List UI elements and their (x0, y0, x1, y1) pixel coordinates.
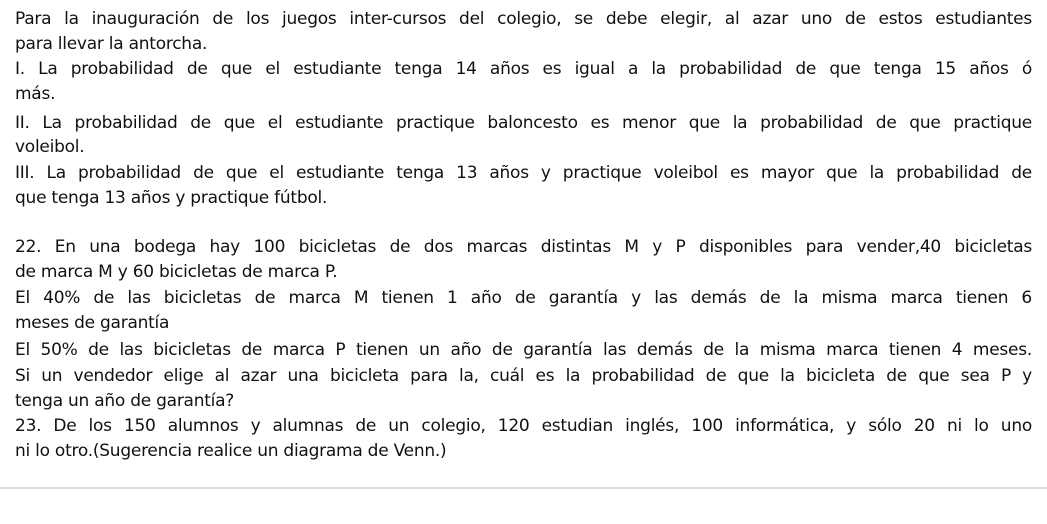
statement-ii-line-1: II. La probabilidad de que el estudiante practique baloncesto es menor que la probabilidad de que practique (15, 113, 1032, 133)
problem-22-line-6-row (15, 365, 1032, 387)
statement-i-continued (15, 83, 55, 105)
problem-22-line-1: 22. En una bodega hay 100 bicicletas de dos marcas distintas M y P disponibles para vender,40 bicicletas (15, 237, 1032, 257)
problem-22-line-5-row (15, 339, 1032, 361)
problem-23-line-2: ni lo otro.(Sugerencia realice un diagrama de Venn.) (15, 441, 447, 461)
statement-iii-line-2: que tenga 13 años y practique fútbol. (15, 188, 328, 208)
problem-22-line-5: El 50% de las bicicletas de marca P tienen un año de garantía las demás de la misma marca tienen 4 meses. (15, 340, 1032, 360)
statement-i-line-1: I. La probabilidad de que el estudiante tenga 14 años es igual a la probabilidad de que tenga 15 años ó (15, 59, 1032, 79)
statement-i-line-2: más. (15, 84, 56, 104)
problem-22-line-6: Si un vendedor elige al azar una bicicleta para la, cuál es la probabilidad de que la bicicleta de que sea P y (15, 366, 1032, 386)
problem-22-line-3: El 40% de las bicicletas de marca M tienen 1 año de garantía y las demás de la misma marca tienen 6 (15, 288, 1032, 308)
statement-ii-line-2: voleibol. (15, 137, 85, 157)
page-bottom-divider (0, 487, 1047, 489)
problem-22-line-4: meses de garantía (15, 313, 170, 333)
problem-22-line-7: tenga un año de garantía? (15, 391, 235, 411)
intro-line-1: Para la inauguración de los juegos inter-cursos del colegio, se debe elegir, al azar uno de estos estudiantes (15, 9, 1032, 29)
problem-22 (15, 236, 1032, 258)
problem-22-line-7-row (15, 390, 234, 412)
problem-23-line-1: 23. De los 150 alumnos y alumnas de un colegio, 120 estudian inglés, 100 informática, y sólo 20 ni lo uno (15, 416, 1032, 436)
statement-iii-line-1: III. La probabilidad de que el estudiante tenga 13 años y practique voleibol es mayor que la probabilidad de (15, 163, 1032, 183)
problem-22-line-2-row (15, 261, 337, 283)
problem-22-line-2: de marca M y 60 bicicletas de marca P. (15, 262, 338, 282)
problem-22-line-3-row (15, 287, 1032, 309)
problem-23-line-2-row (15, 440, 446, 462)
problem-22-line-4-row (15, 312, 169, 334)
intro-paragraph (15, 8, 1032, 30)
problem-23 (15, 415, 1032, 437)
intro-paragraph-continued (15, 33, 207, 55)
statement-iii (15, 162, 1032, 184)
statement-i (15, 58, 1032, 80)
statement-ii (15, 112, 1032, 134)
statement-iii-continued (15, 187, 327, 209)
intro-line-2: para llevar la antorcha. (15, 34, 208, 54)
statement-ii-continued (15, 136, 84, 158)
